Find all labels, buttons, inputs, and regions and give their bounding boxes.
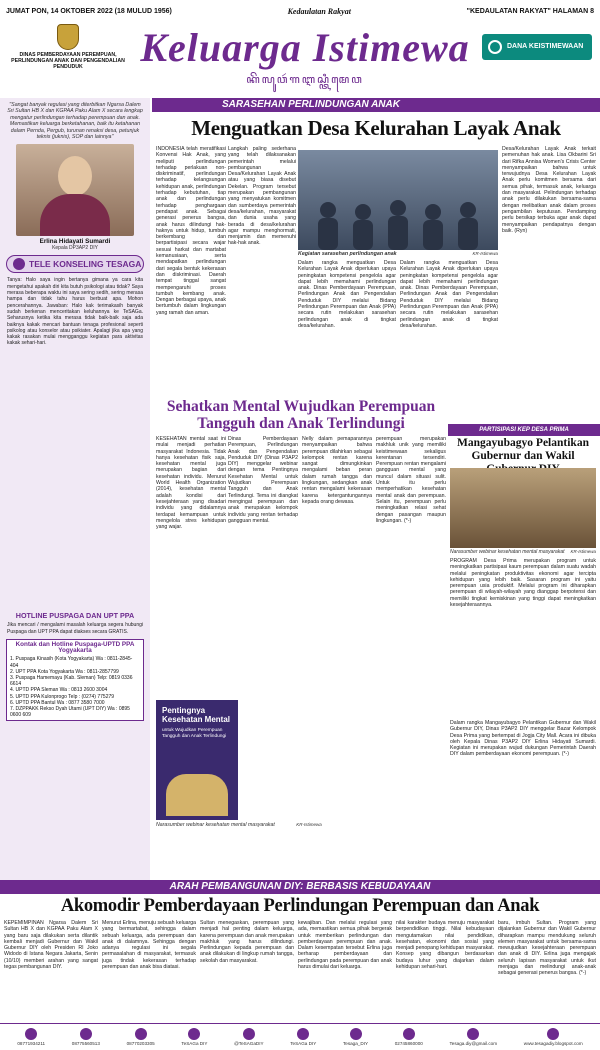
footer-contact-label: TeSAGa DIY — [290, 1041, 317, 1046]
photo-head — [58, 156, 92, 196]
youtube-icon — [297, 1028, 309, 1040]
caption-text: Narasumber webinar kesehatan mental masyarakat — [450, 549, 565, 555]
footer-contact-label: 08775560513 — [71, 1041, 100, 1046]
dana-keistimewaan-logo — [482, 34, 592, 60]
sidebar-quote: "Sangat banyak regulasi yang diterbitkan Ngarsa Dalem Sri Sultan HB X dan KGPAA Paku Alam X secara lengkap mengatur perlindungan terhadap perempuan dan anak. Memastikan keluarga berketahanan, baik itu ketahanan dalam Pernda, Pergub, turunan renaksi desa, petunjuk teknis (juknis), SOP dan lainnya" — [7, 102, 143, 141]
chat-icon — [13, 258, 25, 270]
contact-item: 6. UPTD PPA Bantul Wa : 0877 3580 7000 — [10, 699, 105, 706]
page-title: Keluarga Istimewa — [140, 25, 470, 70]
dana-icon — [488, 40, 502, 54]
footer-contact-label: 08771934211 — [17, 1041, 46, 1046]
audience-graphic — [308, 190, 488, 250]
qa-text: Tanya: Halo saya ingin bertanya gimana ya cara kita mengetahui apakah diri kita butuh psikologi atau tidak? Saya merasa beberapa waktu ini saya sering sedih, sering merasa hampa dan tidak tahu harus berbuat apa. Mohon pencerahannya. Jawaban: Halo kak terimakasih banyak sudah berkenan menceritakan keluhannya ke TeSAGa. Seharusnya ketika kita merasa tidak baik-baik saja ada baiknya kakak mencari bantuan tenaga profesional seperti psikolog atau konselor atau psikiater. Apalagi jika apa yang kakak rasakan mulai mengganggu kegiatan para aktivitas kakak sehari-hari. — [7, 277, 143, 347]
agency-logo — [8, 24, 128, 70]
pelantikan-caption — [450, 549, 596, 555]
article1-col3 — [298, 260, 396, 390]
contact-item: 1. Puspaga Kinasih (Kota Yogyakarta) Wa : 0811-2845-404 — [10, 656, 133, 669]
footer-contact-item[interactable] — [343, 1028, 368, 1046]
footer-contacts — [0, 1023, 600, 1050]
footer-contact-item[interactable] — [395, 1028, 423, 1046]
crest-icon — [57, 24, 79, 50]
headline-desa-layak-anak: Menguatkan Desa Kelurahan Layak Anak — [191, 116, 561, 140]
article1-col1 — [156, 146, 226, 386]
headline-akomodir: Akomodir Pemberdayaan Perlindungan Perempuan dan Anak — [60, 896, 540, 916]
footer-contact-label: 02745860000 — [394, 1041, 423, 1046]
article2-col3-text: Nelly dalam pemaparannya menyampaikan bahwa perempuan dilahirkan sebagai kelompok rentan karena sangat dimungkinkan mengalami beban peran dalam rumah tangga dan lingkungan, sedangkan anak rentan mengalami kekerasan karena ketergantungannya kepada orang dewasa. — [302, 436, 372, 505]
article4-col2 — [102, 920, 196, 1020]
article4-col5 — [396, 920, 494, 1020]
contact-item: 4. UPTD PPA Sleman Wa : 0813 2600 3004 — [10, 687, 108, 694]
article1-col3b — [400, 260, 498, 390]
poster-title: Pentingnya Kesehatan Mental — [162, 706, 231, 724]
footer-contact-item[interactable] — [181, 1028, 207, 1046]
official-role: Kepala DP3AP2 DIY — [52, 245, 98, 252]
contact-box — [6, 639, 144, 721]
dana-label: DANA KEISTIMEWAAN — [507, 43, 584, 50]
article3-col2 — [450, 720, 596, 876]
article4-col6 — [498, 920, 596, 1020]
sidebar — [0, 98, 150, 880]
article3-col1-text: PROGRAM Desa Prima merupakan program untuk meningkatkan partisipasi kaum perempuan dalam suatu wadah melalui peningkatan produktivitas ekonomi agar tercipta kehidupan yang lebih baik. Sasaran program ini yaitu perempuan usia produktif. Melalui program ini diharapkan perempuan di wilayah-wilayah yang dianggap berpotensi dan memiliki tingkat kemiskinan yang tinggi dapat meningkatkan kesejahteraannya. — [450, 558, 596, 609]
globe-icon — [547, 1028, 559, 1040]
section-bar-arah-pembangunan: ARAH PEMBANGUNAN DIY: BERBASIS KEBUDAYAAN — [0, 880, 600, 894]
caption-text: Kegiatan sarasehan perlindungan anak — [298, 251, 397, 257]
footer-contact-item[interactable] — [290, 1028, 316, 1046]
headline-kesehatan-mental: Sehatkan Mental Wujudkan Perempuan Tangguh dan Anak Terlindungi — [166, 398, 436, 432]
phone-icon — [135, 1028, 147, 1040]
footer-contact-item[interactable] — [72, 1028, 100, 1046]
agency-name: DINAS PEMBERDAYAAN PEREMPUAN, PERLINDUNGAN ANAK DAN PENGENDALIAN PENDUDUK — [11, 52, 125, 70]
article4-col2-text: Menurut Erlina, menuju sebuah keluarga yang bermartabat, sehingga dalam sebuah keluarga, ada perempuan dan anak di dalamnya. Sehingga dengan adanya regulasi ini segala permasalahan di masyarakat, termasuk juga tindak kekerasan terhadap perempuan dan anak bisa diatasi. — [102, 920, 196, 971]
caption-text: Narasumber webinar kesehatan mental masyarakat — [156, 822, 275, 828]
article1-col3-text: Dalam rangka menguatkan Desa Kelurahan Layak Anak diperlukan upaya peningkatan kompetensi pengelola agar dapat lebih memahami perlindungan anak. Dinas Pemberdayaan Perempuan, Perlindungan Anak dan Pengendalian Penduduk DIY melalui Bidang Perlindungan Perempuan dan Anak (PPA) secara rutin melakukan sarasehan perlindungan anak di tingkat desa/kelurahan. — [298, 260, 396, 329]
article4-col3 — [200, 920, 294, 1020]
twitter-icon — [350, 1028, 362, 1040]
article1-col4-text: Desa/Kelurahan Layak Anak terkait pemenuhan hak anak. Lisa Okbarini Sri dari Rifka Annisa Women's Crisis Center menyampaikan bahwa untuk terwujudnya Desa Kelurahan Layak Anak perlu komitmen bersama dari semua pihak, termasuk anak, keluarga dan masyarakat. Pelindungan terhadap anak perlu dilakukan bersama-sama dengan melibatkan anak dalam proses pengambilan keputusan. Pendamping perlu bersikap terbuka agar anak dapat menyampaikan pendapatnya dengan baik. (Ryn) — [502, 146, 596, 234]
contact-title: Kontak dan Hotline Puspaga-UPTD PPA Yogyakarta — [15, 641, 135, 655]
footer-contact-label: TeSAGa DIY — [181, 1041, 208, 1046]
poster-speakers — [166, 774, 228, 816]
footer-contact-item[interactable] — [524, 1028, 583, 1046]
sarasehan-caption — [298, 251, 498, 257]
article3-col1 — [450, 558, 596, 718]
contact-item: 3. Puspaga Hamemayu (Kab. Sleman) Telp: 0819 0336 6614 — [10, 675, 133, 688]
photo-body — [40, 194, 110, 236]
javanese-title: ꦏꦼꦭꦸꦮꦂꦒꦆꦱ꧀ꦠꦶꦩꦺꦮ — [246, 74, 364, 86]
page-header — [0, 20, 600, 100]
article1-col3b-text: Dalam rangka menguatkan Desa Kelurahan Layak Anak diperlukan upaya peningkatan kompetensi pengelola agar dapat lebih memahami perlindungan anak. Dinas Pemberdayaan Perempuan, Perlindungan Anak dan Pengendalian Penduduk DIY melalui Bidang Perlindungan Perempuan dan Anak (PPA) secara rutin melakukan sarasehan perlindungan anak di tingkat desa/kelurahan. — [400, 260, 498, 329]
contact-list — [10, 656, 140, 718]
hotline-title: HOTLINE PUSPAGA DAN UPT PPA — [15, 611, 135, 621]
footer-contact-item[interactable] — [17, 1028, 45, 1046]
article2-col4 — [376, 436, 446, 816]
mail-icon — [467, 1028, 479, 1040]
footer-contact-label: Tesaga.diy@gmail.com — [449, 1041, 498, 1046]
section-bar-sarasehan: SARASEHAN PERLINDUNGAN ANAK — [152, 98, 600, 112]
webinar-poster — [156, 700, 238, 820]
article1-col2-text: Langkah paling sederhana yang telah dilaksanakan pemerintah melalui pembangunan Desa/Kelurahan Layak Anak atau yang biasa disebut Dekelan. Program tersebut merupakan pembangunan yang menyatukan komitmen dan sumberdaya pemerintah desa/kelurahan, masyarakat dan dunia usaha yang berada di desa/kelurahan agar mampu menghormati, menjamin dan memenuhi hak-hak anak. — [228, 146, 296, 247]
contact-item: 5. UPTD PPA Kulonprogo Telp : (0274) 775279 — [10, 693, 115, 700]
article2-col2 — [228, 436, 298, 816]
photo-credit: KR-Istimewa — [472, 251, 498, 256]
official-photo — [16, 144, 134, 236]
article3-col2-text: Dalam rangka Mangayubagyo Pelantikan Gubernur dan Wakil Gubernur DIY, Dinas P3AP2 DIY menggelar Bazar Kelompok Desa Prima yang bertempat di Jogja City Mall. Acara ini dibuka oleh Kepala Dinas P3AP2 DIY Erlina Hidayati Sumardi. Kegiatan ini merupakan wujud dukungan Pemerintah Daerah DIY dalam pemberdayaan ekonomi perempuan. (*-) — [450, 720, 596, 758]
poster-subtitle: untuk Wujudkan Perempuan Tangguh dan Anak Terlindungi — [162, 728, 227, 739]
article4-col4-text: kewajiban. Dan melalui regulasi yang ada, memastikan semua pihak bergerak untuk memberikan perlindungan dan pemberdayaan perempuan dan anak. Dalam kesempatan tersebut Erlina juga berharap pemberdayaan dan perlindungan pada perempuan dan anak harus dimulai dari keluarga. — [298, 920, 392, 971]
top-bar — [6, 4, 594, 18]
footer-contact-item[interactable] — [127, 1028, 155, 1046]
pelantikan-photo — [450, 468, 596, 548]
page-number: "KEDAULATAN RAKYAT" HALAMAN 8 — [466, 7, 594, 15]
article2-col1-text: KESEHATAN mental saat ini mulai menjadi perhatian masyarakat Indonesia. Tidak hanya kesehatan fisik saja, kesehatan mental juga merupakan bagian dari kesehatan individu. Menurut World Health Organization (2014), kesehatan mental adalah kondisi dari kesejahteraan yang disadari individu yang didalamnya terdapat kemampuan untuk mengelola stres kehidupan yang wajar. — [156, 436, 226, 531]
article4-col1-text: KEPEMIMPINAN Ngarsa Dalem Sri Sultan HB X dan KGPAA Paku Alam X yang baru saja dilakukan serta dilantik kembali menjadi Gubernur dan Wakil Gubernur DIY oleh Presiden RI Joko Widodo di Istana Negara Jakarta, Senin (10/10) memberi arahan yang sangat tegas pembangunan DIY. — [4, 920, 98, 971]
contact-item: 7. DZPPAKK Rekso Dyah Utami (UPT DIY) Wa : 0895 0600 609 — [10, 706, 130, 719]
official-name: Erlina Hidayati Sumardi — [39, 238, 111, 246]
article4-col4 — [298, 920, 392, 1020]
contact-item: 2. UPT PPA Kota Yogyakarta Wa : 0811-2857799 — [10, 668, 119, 675]
whatsapp-icon — [80, 1028, 92, 1040]
photo-credit: KR-Istimewa — [570, 549, 596, 554]
footer-contact-label: @TeSAGaDIY — [234, 1041, 264, 1046]
footer-contact-item[interactable] — [450, 1028, 498, 1046]
article2-col2-text: Dinas Pemberdayaan Perempuan, Perlindungan Anak dan Pengendalian Penduduk DIY (Dinas P3AP2 DIY) menggelar webinar dengan tema Pentingnya Kesehatan Mental untuk Wujudkan Perempuan Tangguh dan Anak Terlindungi. Tema ini diangkat mengingat perempuan dan anak merupakan kelompok individu yang rentan terhadap gangguan mental. — [228, 436, 298, 524]
issue-date: JUMAT PON, 14 OKTOBER 2022 (18 MULUD 1956) — [6, 7, 172, 15]
whatsapp-icon — [25, 1028, 37, 1040]
footer-contact-label: Tesaga_DIY — [342, 1041, 369, 1046]
instagram-icon — [243, 1028, 255, 1040]
hotline-text: Jika mencari / mengalami masalah keluarga segera hubungi Puspaga dan UPT PPA dapat diakses secara GRATIS. — [7, 622, 143, 635]
article4-col5-text: nilai karakter budaya menuju masyarakat berpendidikan tinggi. Nilai kebudayaan mengutamakan nilai pendidikan, kesehatan, ekonomi dan sosial yang menjadi penopang kehidupan masyarakat. Konsep yang dibangun berdasarkan budaya luhur yang diajarkan dalam kehidupan sehari-hari. — [396, 920, 494, 971]
article4-col1 — [4, 920, 98, 1020]
footer-contact-item[interactable] — [234, 1028, 263, 1046]
article1-col2 — [228, 146, 296, 386]
tele-konseling-banner — [6, 255, 144, 273]
footer-contact-label: 08770203305 — [126, 1041, 155, 1046]
article4-col6-text: baru, imbuh Sultan. Program yang dijalankan Gubernur dan Wakil Gubernur diharapkan mampu mendukung seluruh elemen masyarakat untuk bersama-sama mewujudkan kesejahteraan perempuan dan anak di DIY. Erlina juga mengajak seluruh lapisan masyarakat untuk ikut menjaga dan melindungi anak-anak sebagai generasi penerus bangsa. (*-) — [498, 920, 596, 977]
article2-col1 — [156, 436, 226, 698]
headline-mangayubagyo: Mangayubagyo Pelantikan Gubernur dan Wakil — [457, 437, 589, 462]
footer-contact-label: www.tesagadiy.blogspot.com — [523, 1041, 583, 1046]
facebook-icon — [188, 1028, 200, 1040]
section-bar-desa-prima: PARTISIPASI KEP DESA PRIMA — [448, 424, 600, 436]
article1-col4 — [502, 146, 596, 390]
tele-konseling-title: TELE KONSELING TESAGA — [29, 259, 142, 270]
photo-credit: KR-Istimewa — [296, 822, 322, 827]
article2-col4-text: perempuan merupakan makhluk unik yang memiliki keistimewaan sekaligus kerentanan tersendiri. Perempuan rentan mengalami gangguan mental yang muncul dalam situasi sulit. Untuk itu perlu memperhatikan kesehatan mental anak dan perempuan. Selain itu, perempuan perlu meningkatkan relasi sehat dengan pasangan maupun lingkungan. (*-) — [376, 436, 446, 524]
article4-col3-text: Sultan menegaskan, perempuan yang menjadi hal penting dalam keluarga, karena perempuan dan anak merupakan makhluk yang harus dilindungi. Perlindungan kepada perempuan dan anak dilakukan di lingkup rumah tangga, sekolah dan masyarakat. — [200, 920, 294, 964]
newspaper-brand: Kedaulatan Rakyat — [287, 6, 351, 16]
webinar-caption — [156, 822, 336, 828]
sarasehan-photo — [298, 150, 498, 250]
article2-col3 — [302, 436, 372, 816]
article1-col1-text: INDONESIA telah meratifikasi Konvensi Hak Anak, yang meliputi perlindungan terhadap perlakuan non-diskriminatif, perlindungan terhadap kelangsungan kehidupan anak, perlindungan terhadap kebutuhan, tiap anak dan perlindungan terhadap penghargaan pendapat anak. Sebagai generasi penerus bangsa, anak harus dilindungi hak-haknya untuk hidup, tumbuh berkembang dan berpartisipasi secara wajar sesuai harkat dan martabat kemanusiaan, serta mendapatkan perlindungan dari segala bentuk kekerasan dan diskriminasi. Daerah tempat tinggal sangat mempengaruhi proses tumbuh kembang anak. Dengan berbagai upaya, anak bertumbuh dalam lingkungan yang ramah dan aman. — [156, 146, 226, 316]
phone-icon — [403, 1028, 415, 1040]
